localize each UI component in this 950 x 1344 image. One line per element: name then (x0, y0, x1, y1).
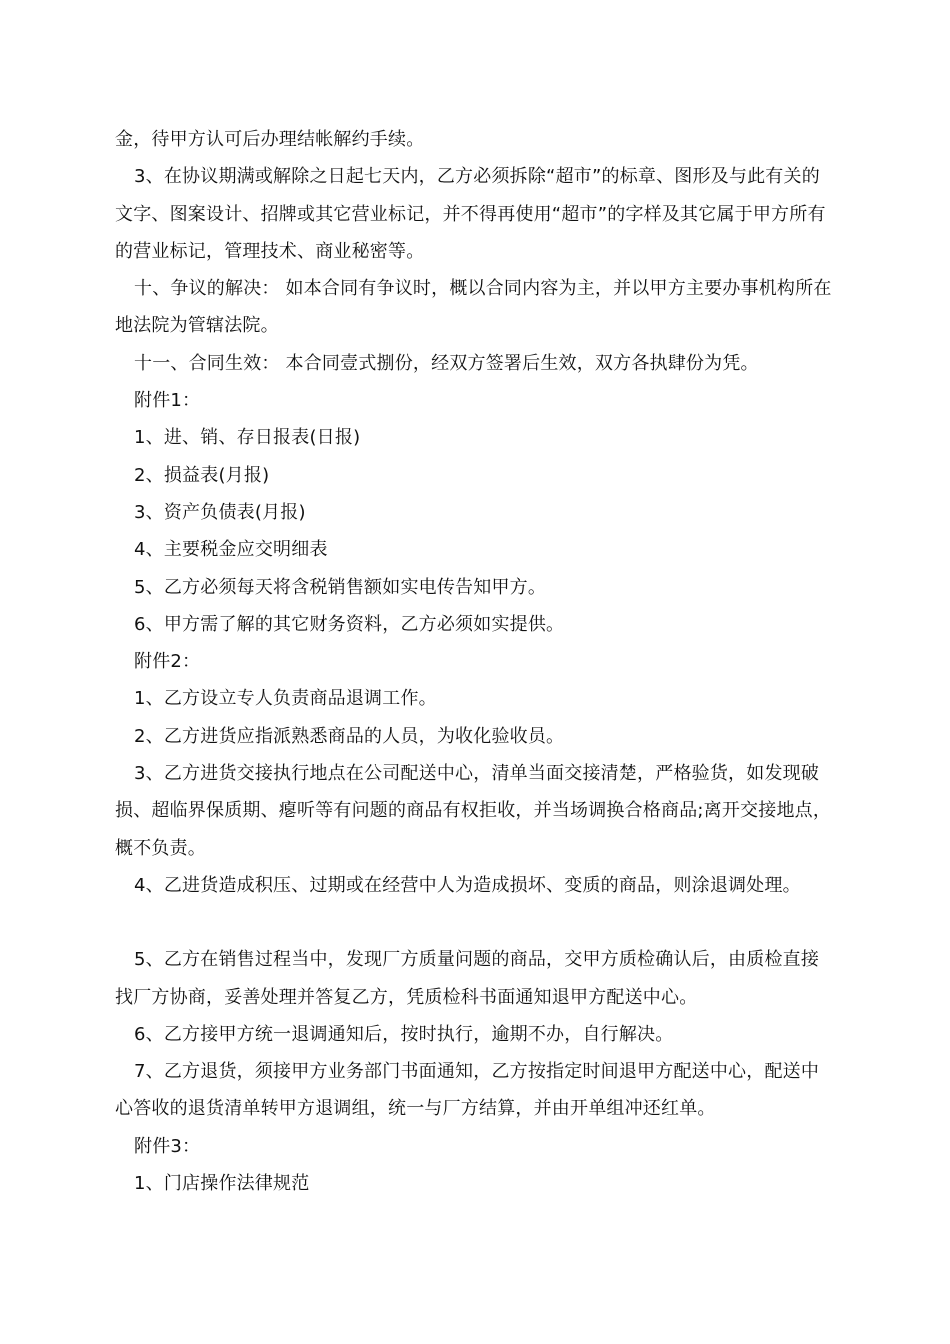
annex-2-item-1: 1、乙方设立专人负责商品退调工作。 (134, 688, 437, 710)
annex-2-item-4: 4、乙进货造成积压、过期或在经营中人为造成损坏、变质的商品，则涂退调处理。 (134, 874, 801, 896)
annex-1-item-4: 4、主要税金应交明细表 (134, 539, 328, 561)
annex-2-heading: 附件2： (134, 651, 201, 673)
document-body (115, 121, 835, 1202)
annex-3-heading: 附件3： (134, 1135, 201, 1157)
annex-1-heading: 附件1： (134, 390, 201, 412)
annex-3-item-1: 1、门店操作法律规范 (134, 1173, 310, 1195)
annex-2-item-7: 7、乙方退货，须接甲方业务部门书面通知，乙方按指定时间退甲方配送中心，配送中心答收的退货清单转甲方退调组，统一与厂方结算，并由开单组冲还红单。 (115, 1061, 820, 1120)
annex-1-item-1: 1、进、销、存日报表(日报) (134, 427, 361, 449)
annex-2-item-3: 3、乙方进货交接执行地点在公司配送中心，清单当面交接清楚，严格验货，如发现破损、超临界保质期、瘪听等有问题的商品有权拒收，并当场调换合格商品;离开交接地点，概不负责。 (115, 763, 832, 859)
annex-2-item-6: 6、乙方接甲方统一退调通知后，按时执行，逾期不办，自行解决。 (134, 1023, 674, 1045)
annex-2-item-2: 2、乙方进货应指派熟悉商品的人员，为收化验收员。 (134, 725, 565, 747)
annex-1-item-5: 5、乙方必须每天将含税销售额如实电传告知甲方。 (134, 576, 547, 598)
annex-1-item-6: 6、甲方需了解的其它财务资料，乙方必须如实提供。 (134, 613, 565, 635)
paragraph-dispute-resolution: 十、争议的解决： 如本合同有争议时，概以合同内容为主，并以甲方主要办事机构所在地法院为管辖法院。 (115, 278, 832, 337)
annex-2-item-5: 5、乙方在销售过程当中，发现厂方质量问题的商品，交甲方质检确认后，由质检直接找厂方协商，妥善处理并答复乙方，凭质检科书面通知退甲方配送中心。 (115, 949, 820, 1008)
paragraph-continuation: 金，待甲方认可后办理结帐解约手续。 (115, 129, 425, 150)
paragraph-clause-3: 3、在协议期满或解除之日起七天内，乙方必须拆除“超市”的标章、图形及与此有关的文字、图案设计、招牌或其它营业标记，并不得再使用“超市”的字样及其它属于甲方所有的营业标记，管理技术、商业秘密等。 (115, 166, 826, 262)
annex-1-item-3: 3、资产负债表(月报) (134, 501, 306, 523)
annex-1-item-2: 2、损益表(月报) (134, 464, 270, 486)
paragraph-contract-effect: 十一、合同生效： 本合同壹式捌份，经双方签署后生效，双方各执肆份为凭。 (134, 352, 759, 374)
